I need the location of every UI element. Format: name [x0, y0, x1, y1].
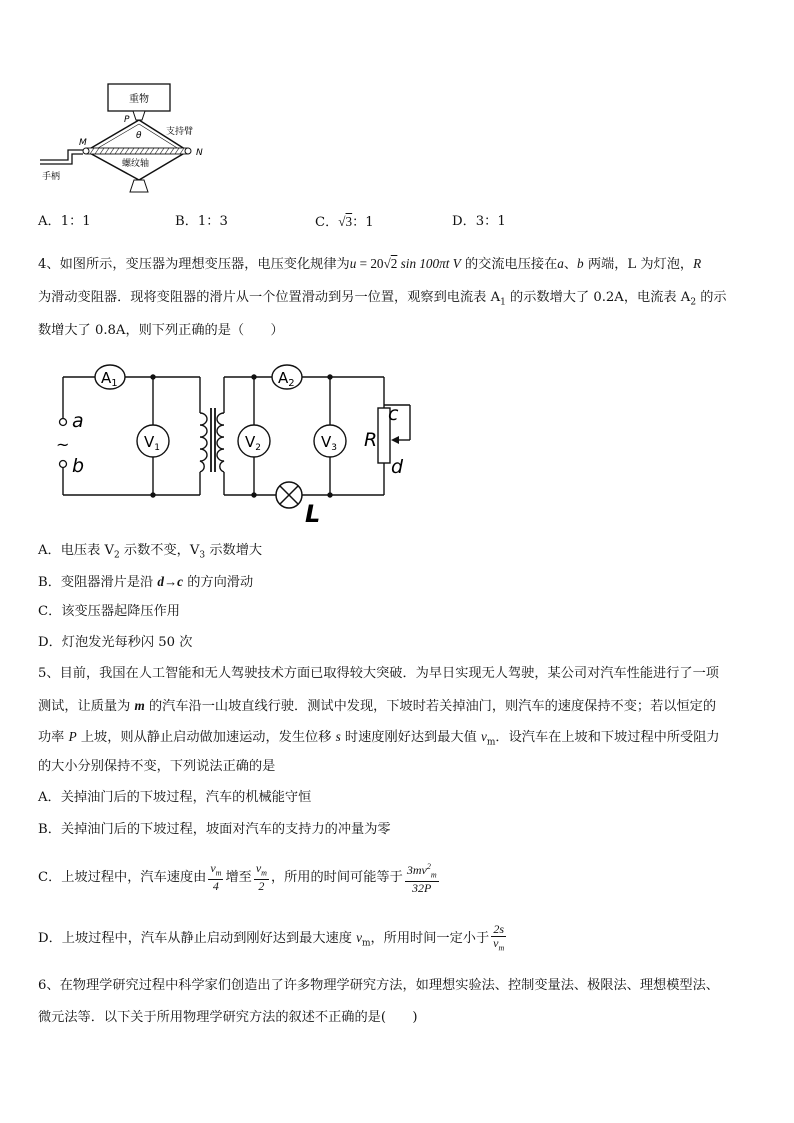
svg-text:A2: $A_2$	[278, 369, 295, 389]
q5-option-c: C．上坡过程中，汽车速度由 $\frac{v_m}{4}$ 增至 $\frac{v_m}{2}$ ，所用的时间可能等于 $\frac{3mv^2_m}{32P}$	[38, 861, 437, 896]
q3-option-a: A．1：1	[38, 214, 91, 229]
terminal-b-label: b	[72, 455, 85, 477]
jack-mechanism-figure	[38, 82, 218, 197]
svg-text:V1: $V_1$	[144, 433, 160, 453]
q5-option-d: D．上坡过程中，汽车从静止启动到刚好达到最大速度 $v_m$，所用时间一定小于 $\frac{2s}{v_m}$	[38, 921, 505, 953]
weight-label: 重物	[129, 94, 149, 105]
q5-option-a: A．关掉油门后的下坡过程，汽车的机械能守恒	[38, 790, 312, 805]
tilde-label: ~	[56, 435, 70, 454]
q4-option-b: B．变阻器滑片是沿 d→c 的方向滑动	[38, 574, 254, 590]
label-n: N	[196, 148, 203, 158]
svg-text:A1: $A_1$	[101, 369, 118, 389]
q4-option-c: C．该变压器起降压作用	[38, 604, 180, 619]
label-m: M	[79, 138, 87, 148]
q3-option-c: C．√3：1	[315, 214, 374, 230]
resistor-r-label: R	[364, 429, 378, 451]
label-support-arm: 支持臂	[166, 127, 194, 137]
fraction-2s-over-vm: $\frac{2s}{v_m}$	[493, 921, 505, 953]
q5-line-1: 5、目前，我国在人工智能和无人驾驶技术方面已取得较大突破．为早日实现无人驾驶，某公司对汽车性能进行了一项	[38, 666, 719, 681]
circuit-diagram	[50, 360, 430, 530]
svg-text:V3: $V_3$	[321, 433, 337, 453]
q3-option-b: B．1：3	[175, 214, 228, 229]
q3-option-d: D．3：1	[452, 214, 506, 229]
q4-line-3: 数增大了 0.8A，则下列正确的是（ ）	[38, 323, 284, 338]
q4-line-1: 4、如图所示，变压器为理想变压器，电压变化规律为u = 20√2 sin 100πt V 的交流电压接在a、b 两端，L 为灯泡，R	[38, 256, 702, 272]
q5-line-4: 的大小分别保持不变，下列说法正确的是	[38, 759, 276, 774]
q6-line-2: 微元法等．以下关于所用物理学研究方法的叙述不正确的是( )	[38, 1010, 418, 1025]
label-theta: θ	[136, 131, 142, 141]
lamp-label: L	[305, 500, 321, 528]
svg-text:V2: $V_2$	[245, 433, 261, 453]
end-d-label: d	[391, 456, 404, 478]
slider-c-label: c	[388, 403, 399, 425]
label-p: P	[124, 115, 130, 125]
q4-line-2: 为滑动变阻器．现将变阻器的滑片从一个位置滑动到另一位置，观察到电流表 $A_1$ 的示数增大了 0.2A，电流表 $A_2$ 的示	[38, 290, 727, 308]
q5-option-b: B．关掉油门后的下坡过程，坡面对汽车的支持力的冲量为零	[38, 822, 391, 837]
fraction-time: $\frac{3mv^2_m}{32P}$	[406, 862, 437, 896]
label-screw-shaft: 螺纹轴	[122, 159, 150, 169]
fraction-vm-over-2: $\frac{v_m}{2}$	[255, 861, 267, 894]
q4-option-a: A．电压表 $V_2$ 示数不变，$V_3$ 示数增大	[38, 543, 263, 561]
fraction-vm-over-4: $\frac{v_m}{4}$	[210, 861, 222, 894]
terminal-a-label: a	[72, 410, 84, 432]
q6-line-1: 6、在物理学研究过程中科学家们创造出了许多物理学研究方法，如理想实验法、控制变量法、极限法、理想模型法、	[38, 978, 719, 993]
q4-option-d: D．灯泡发光每秒闪 50 次	[38, 635, 193, 650]
q5-line-2: 测试，让质量为 m 的汽车沿一山坡直线行驶．测试中发现，下坡时若关掉油门，则汽车的速度保持不变；若以恒定的	[38, 698, 717, 714]
q5-line-3: 功率 P 上坡，则从静止启动做加速运动，发生位移 s 时速度刚好达到最大值 $v_m$．设汽车在上坡和下坡过程中所受阻力	[38, 729, 720, 748]
label-handle: 手柄	[42, 172, 61, 182]
